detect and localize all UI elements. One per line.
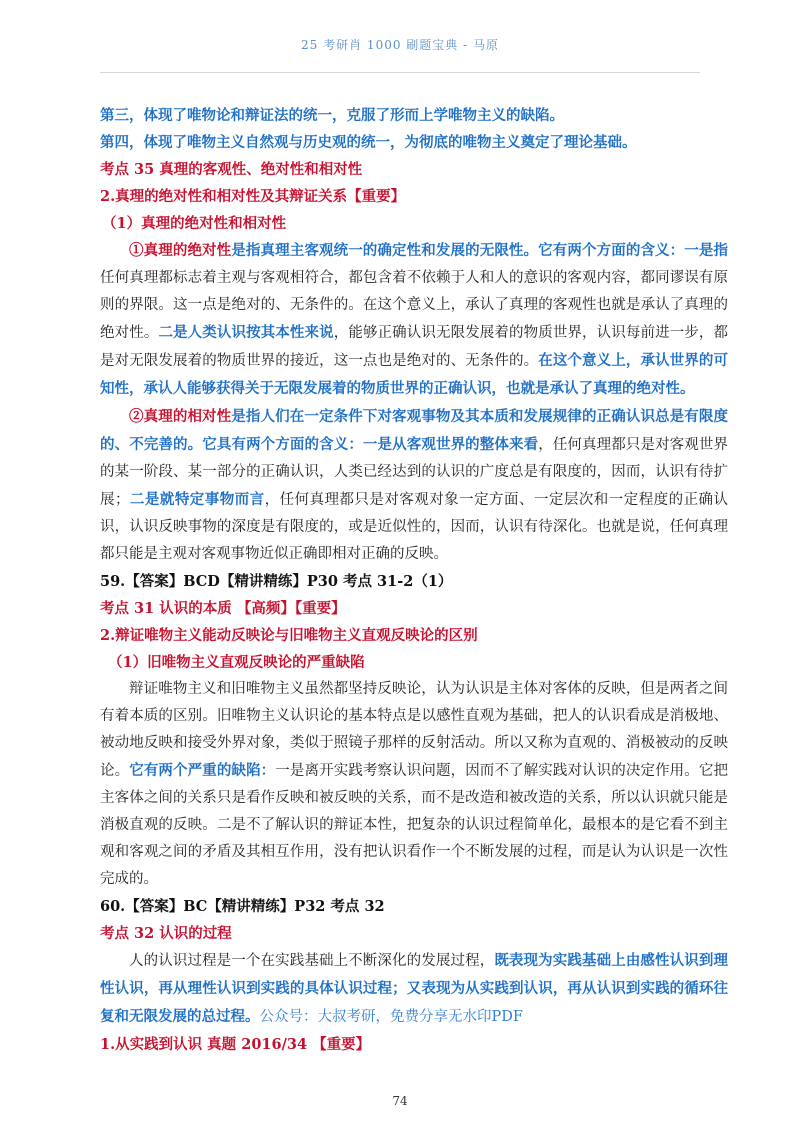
absolute-truth-point-two: 二是人类认识按其本性来说 <box>158 324 334 341</box>
two-defects-label: 它有两个严重的缺陷： <box>129 762 276 779</box>
relative-truth-point-two: 二是就特定事物而言 <box>129 491 265 508</box>
topic-32-heading: 考点 32 认识的过程 <box>100 925 232 942</box>
topic-35-heading: 考点 35 真理的客观性、绝对性和相对性 <box>100 161 363 178</box>
cognition-process-paragraph <box>100 947 728 1031</box>
point-three-line: 第三，体现了唯物论和辩证法的统一，克服了形而上学唯物主义的缺陷。 <box>100 107 564 124</box>
topic-31-subheading: 2.辩证唯物主义能动反映论与旧唯物主义直观反映论的区别 <box>100 627 478 644</box>
page-body <box>100 102 728 1058</box>
answer-60-line: 60.【答案】BC【精讲精练】P32 考点 32 <box>100 898 385 915</box>
topic-31-heading: 考点 31 认识的本质 【高频】【重要】 <box>100 600 346 617</box>
absolute-truth-conclusion: 在这个意义上，承认世界的可知性，承认人能够获得关于无限发展着的物质世界的正确认识，也就是承认了真理的绝对性。 <box>100 352 729 397</box>
relative-truth-text-2: ，任何真理都只是对客观对象一定方面、一定层次和一定程度的正确认识，认识反映事物的深度是有限度的，或是近似性的，因而，认识有待深化。也就是说，任何真理都只能是主观对客观事物近似正确即相对正确的反映。 <box>100 492 729 562</box>
watermark-note: 公众号：大叔考研，免费分享无水印PDF <box>259 1009 523 1025</box>
point-four-line: 第四，体现了唯物主义自然观与历史观的统一，为彻底的唯物主义奠定了理论基础。 <box>100 134 637 151</box>
answer-59-line: 59.【答案】BCD【精讲精练】P30 考点 31-2（1） <box>100 573 453 590</box>
relative-truth-paragraph <box>100 403 728 568</box>
relative-truth-term: ②真理的相对性 <box>129 408 232 425</box>
reflection-theory-text-1: 辩证唯物主义和旧唯物主义虽然都坚持反映论，认为认识是主体对客体的反映，但是两者之间有着本质的区别。旧唯物主义认识论的基本特点是以感性直观为基础，把人的认识看成是消极地、被动地反映和接受外界对象，类似于照镜子那样的反射活动。所以又称为直观的、消极被动的反映论。 <box>100 681 728 779</box>
absolute-truth-definition: 是指真理主客观统一的确定性和发展的无限性。它有两个方面的含义：一是指 <box>231 242 729 259</box>
absolute-truth-term: ①真理的绝对性 <box>129 242 232 259</box>
topic-35-item-heading: （1）真理的绝对性和相对性 <box>102 215 287 232</box>
page-number: 74 <box>392 1094 408 1108</box>
topic-31-item-heading: （1）旧唯物主义直观反映论的严重缺陷 <box>108 654 365 671</box>
relative-truth-definition: 是指人们在一定条件下对客观事物及其本质和发展规律的正确认识总是有限度的、不完善的。它具有两个方面的含义：一是从客观世界的整体来看 <box>100 408 729 453</box>
reflection-theory-paragraph <box>100 676 728 893</box>
topic-35-subheading: 2.真理的绝对性和相对性及其辩证关系【重要】 <box>100 188 406 205</box>
absolute-truth-text-1: 任何真理都标志着主观与客观相符合，都包含着不依赖于人和人的意识的客观内容，都同谬误有原则的界限。这一点是绝对的、无条件的。在这个意义上，承认了真理的客观性也就是承认了真理的绝对性。 <box>100 270 728 341</box>
absolute-truth-text-2: ，能够正确认识无限发展着的物质世界，认识每前进一步，都是对无限发展着的物质世界的接近，这一点也是绝对的、无条件的。 <box>100 325 729 369</box>
cognition-process-text: 人的认识过程是一个在实践基础上不断深化的发展过程， <box>129 953 495 969</box>
relative-truth-text-1: ，任何真理都只是对客观世界的某一阶段、某一部分的正确认识，人类已经达到的认识的广度总是有限度的，因而，认识有待扩展； <box>100 437 729 508</box>
absolute-truth-paragraph <box>100 237 728 403</box>
practice-to-cognition-heading: 1.从实践到认识 真题 2016/34 【重要】 <box>100 1036 371 1053</box>
cognition-process-definition: 既表现为实践基础上由感性认识到理性认识，再从理性认识到实践的具体认识过程；又表现为从实践到认识，再从认识到实践的循环往复和无限发展的总过程。 <box>100 952 728 1025</box>
running-header: 25 考研肖 1000 刷题宝典 - 马原 <box>301 38 499 52</box>
header-divider <box>100 72 700 73</box>
reflection-theory-text-2: 一是离开实践考察认识问题，因而不了解实践对认识的决定作用。它把主客体之间的关系只是看作反映和被反映的关系，而不是改造和被改造的关系，所以认识就只能是消极直观的反映。二是不了解认识的辩证本性，把复杂的认识过程简单化，最根本的是它看不到主观和客观之间的矛盾及其相互作用，没有把认识看作一个不断发展的过程，而是认为认识是一次性完成的。 <box>100 763 729 887</box>
